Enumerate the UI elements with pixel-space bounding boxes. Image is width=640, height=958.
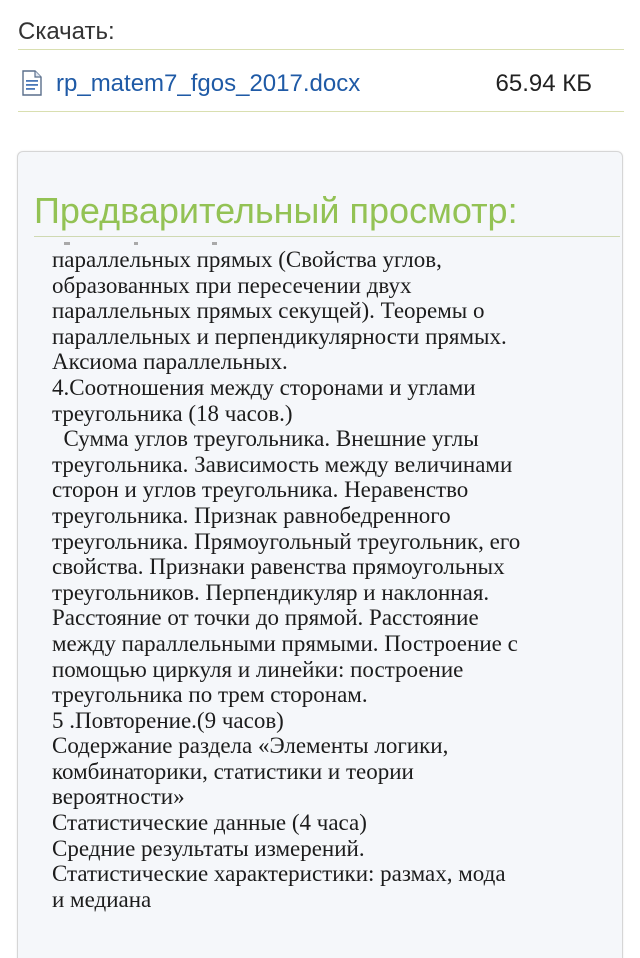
preview-line: Средние результаты измерений. (52, 835, 365, 861)
file-size: 65.94 КБ (495, 70, 592, 97)
preview-line: треугольника. Прямоугольный треугольник, его (52, 528, 521, 554)
preview-line: Аксиома параллельных. (52, 349, 288, 375)
file-download-link[interactable]: rp_matem7_fgos_2017.docx (56, 70, 361, 97)
preview-line: параллельных и перпендикулярности прямых. (52, 323, 507, 349)
document-icon[interactable] (22, 70, 42, 96)
divider (18, 49, 624, 50)
preview-line: Статистические характеристики: размах, мода (52, 861, 506, 887)
preview-line: треугольника. Признак равнобедренного (52, 502, 451, 528)
clipped-text-fragment (64, 242, 224, 246)
preview-line: треугольника. Зависимость между величинами (52, 451, 513, 477)
preview-line: 4.Соотношения между сторонами и углами (52, 374, 476, 400)
divider (18, 111, 624, 112)
preview-line: помощью циркуля и линейки: построение (52, 656, 464, 682)
preview-line: параллельных прямых (Свойства углов, (52, 247, 442, 272)
download-heading: Скачать: (18, 18, 115, 45)
preview-divider (34, 236, 620, 237)
preview-line: сторон и углов треугольника. Неравенство (52, 477, 469, 503)
preview-line: образованных при пересечении двух (52, 272, 412, 298)
preview-line: и медиана (52, 886, 152, 912)
preview-line: параллельных прямых секущей). Теоремы о (52, 298, 485, 324)
preview-line: свойства. Признаки равенства прямоугольных (52, 554, 505, 580)
preview-line: Расстояние от точки до прямой. Расстояние (52, 605, 479, 631)
preview-line: треугольников. Перпендикуляр и наклонная. (52, 579, 490, 605)
preview-line: Статистические данные (4 часа) (52, 810, 367, 836)
preview-line: комбинаторики, статистики и теории (52, 758, 414, 784)
preview-heading: Предварительный просмотр: (34, 190, 518, 231)
file-row (18, 66, 592, 100)
preview-line: между параллельными прямыми. Построение с (52, 630, 518, 656)
preview-line: треугольника по трем сторонам. (52, 682, 368, 708)
preview-line: вероятности» (52, 784, 185, 810)
preview-line: 5 .Повторение.(9 часов) (52, 707, 284, 733)
preview-line: Сумма углов треугольника. Внешние углы (52, 426, 479, 452)
preview-panel (17, 151, 623, 958)
preview-line: треугольника (18 часов.) (52, 400, 293, 426)
preview-content (52, 247, 612, 912)
preview-line: Содержание раздела «Элементы логики, (52, 733, 449, 759)
